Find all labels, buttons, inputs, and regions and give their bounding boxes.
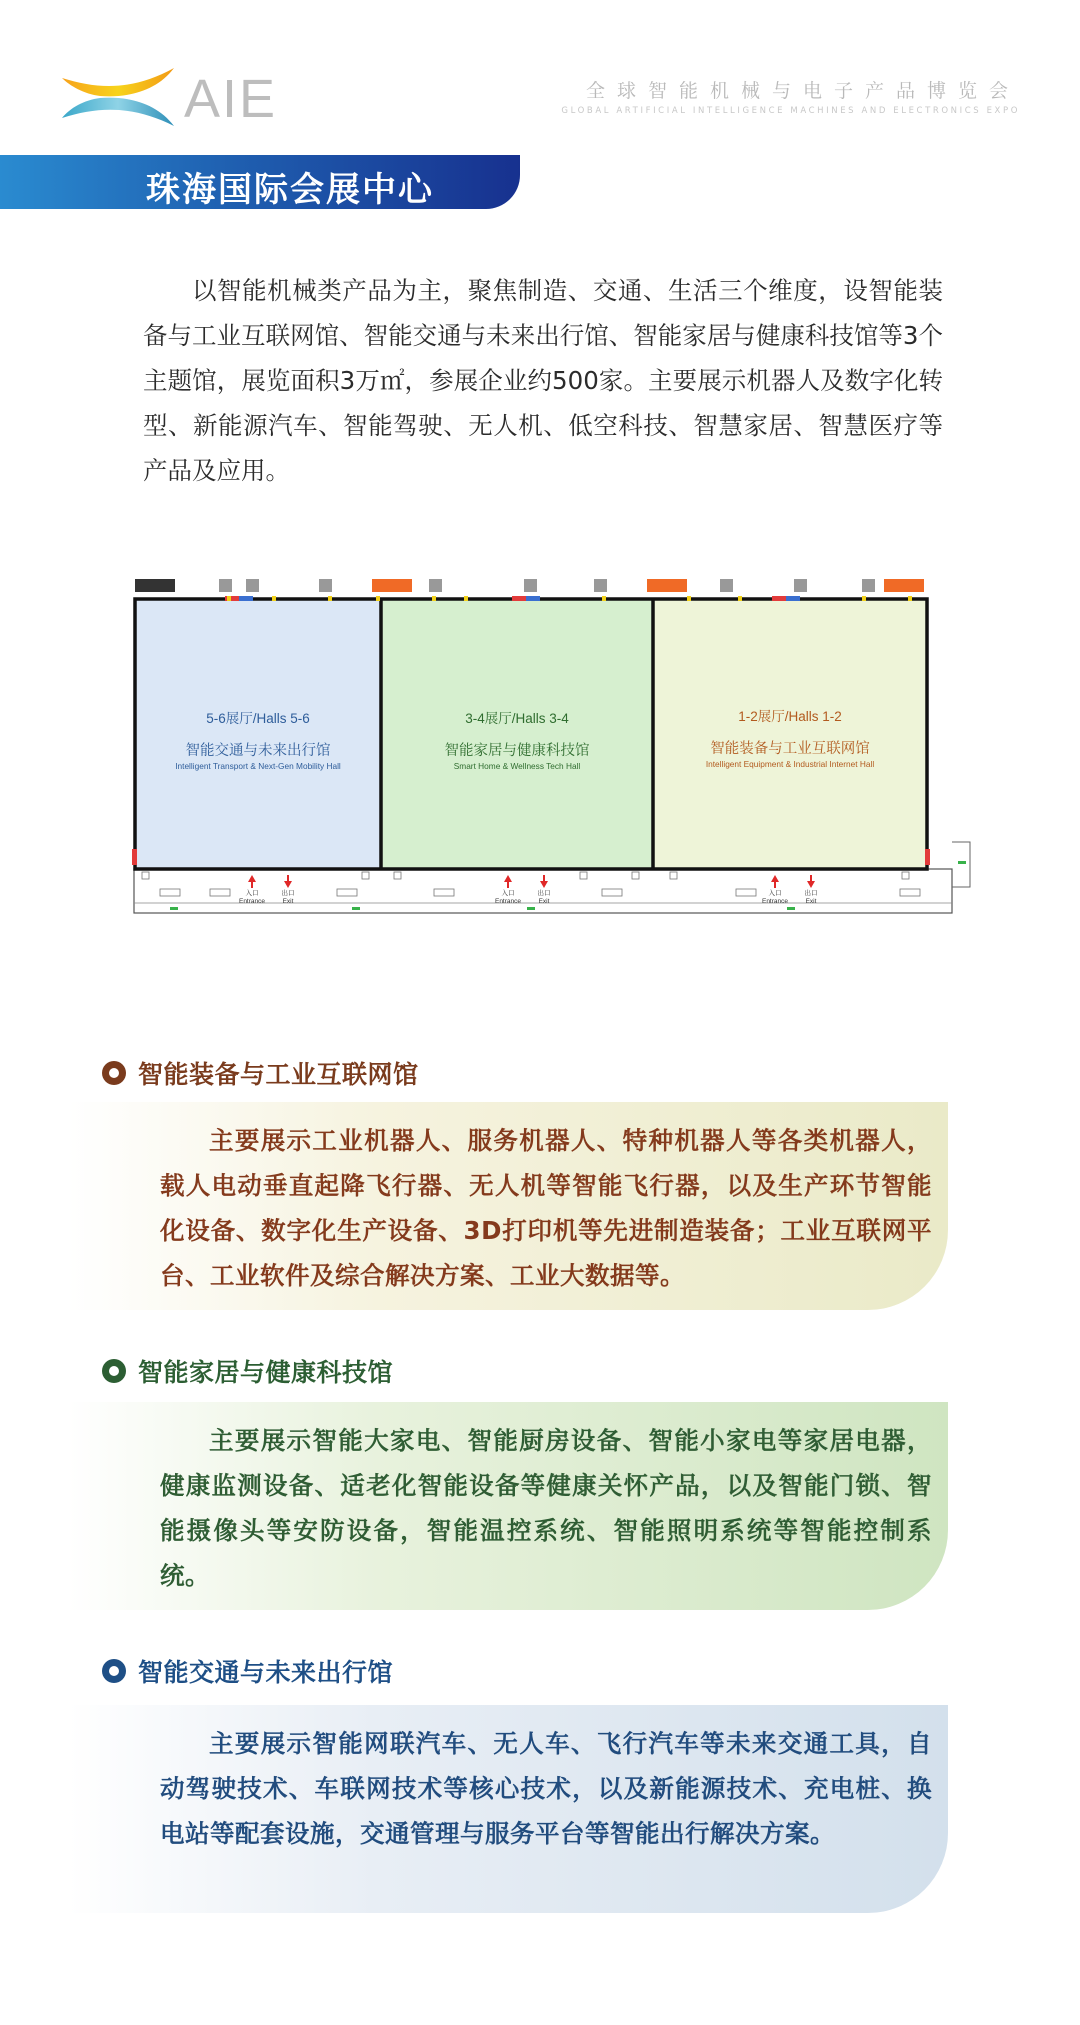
section-text: 主要展示智能大家电、智能厨房设备、智能小家电等家居电器，健康监测设备、适老化智能设备等健康关怀产品，以及智能门锁、智能摄像头等安防设备，智能温控系统、智能照明系统等智能控制系统。 <box>160 1426 932 1590</box>
hall-name-en: Intelligent Equipment & Industrial Internet Hall <box>705 759 875 769</box>
top-facility-icons <box>135 579 924 592</box>
section-text: 主要展示智能网联汽车、无人车、飞行汽车等未来交通工具，自动驾驶技术、车联网技术等核心技术，以及新能源技术、充电桩、换电站等配套设施，交通管理与服务平台等智能出行解决方案。 <box>160 1729 932 1848</box>
exit-arrow-icon <box>284 875 292 888</box>
entrance-exit-group-1 <box>239 875 295 905</box>
hall-number: 5-6展厅/Halls 5-6 <box>206 711 310 726</box>
bullet-icon <box>102 1659 126 1683</box>
exit-label-en: Exit <box>282 898 294 905</box>
section-title: 智能交通与未来出行馆 <box>138 1658 394 1687</box>
bullet-icon <box>102 1061 126 1085</box>
entrance-label-cn: 入口 <box>768 889 782 897</box>
entrance-arrow-icon <box>248 875 256 888</box>
hall-name-cn: 智能装备与工业互联网馆 <box>710 741 870 757</box>
exit-arrow-icon <box>807 875 815 888</box>
entrance-arrow-icon <box>771 875 779 888</box>
hall-number: 1-2展厅/Halls 1-2 <box>738 709 842 724</box>
entrance-label-en: Entrance <box>494 898 522 905</box>
logo-text: AIE <box>184 69 278 129</box>
exit-label-cn: 出口 <box>804 889 818 897</box>
bullet-icon <box>102 1359 126 1383</box>
hall-number: 3-4展厅/Halls 3-4 <box>465 711 569 726</box>
section-heading-transport <box>102 1654 393 1688</box>
aie-logo <box>60 62 300 130</box>
section-body-transport <box>68 1705 948 1913</box>
floor-plan <box>132 577 972 922</box>
entrance-exit-group-3 <box>762 875 818 905</box>
corridor-markers <box>142 872 920 896</box>
section-heading-smart-home <box>102 1354 393 1388</box>
exit-label-cn: 出口 <box>281 889 295 897</box>
entrance-label-cn: 入口 <box>245 889 259 897</box>
exit-arrow-icon <box>540 875 548 888</box>
section-body-smart-home <box>68 1402 948 1610</box>
exit-label-en: Exit <box>805 898 817 905</box>
hall-name-cn: 智能交通与未来出行馆 <box>185 743 331 759</box>
hall-name-en: Intelligent Transport & Next-Gen Mobility Hall <box>175 761 341 771</box>
venue-title-band <box>0 155 520 209</box>
entrance-arrow-icon <box>504 875 512 888</box>
section-body-equipment <box>68 1102 948 1310</box>
entrance-label-cn: 入口 <box>501 889 515 897</box>
hall-name-en: Smart Home & Wellness Tech Hall <box>453 761 581 771</box>
entrance-label-en: Entrance <box>761 898 789 905</box>
section-text: 主要展示工业机器人、服务机器人、特种机器人等各类机器人，载人电动垂直起降飞行器、无人机等智能飞行器，以及生产环节智能化设备、数字化生产设备、3D打印机等先进制造装备；工业互联网平台、工业软件及综合解决方案、工业大数据等。 <box>160 1126 932 1290</box>
exit-label-en: Exit <box>538 898 550 905</box>
exit-label-cn: 出口 <box>537 889 551 897</box>
section-title: 智能家居与健康科技馆 <box>138 1358 394 1387</box>
section-heading-equipment <box>102 1056 419 1090</box>
hall-5-6 <box>135 599 381 869</box>
hall-3-4 <box>381 599 653 869</box>
hall-name-cn: 智能家居与健康科技馆 <box>444 743 590 759</box>
entrance-label-en: Entrance <box>238 898 266 905</box>
entrance-exit-group-2 <box>495 875 551 905</box>
venue-title: 珠海国际会展中心 <box>146 170 434 210</box>
intro-text: 以智能机械类产品为主，聚焦制造、交通、生活三个维度，设智能装备与工业互联网馆、智能交通与未来出行馆、智能家居与健康科技馆等3个主题馆，展览面积3万㎡，参展企业约500家。主要展示机器人及数字化转型、新能源汽车、智能驾驶、无人机、低空科技、智慧家居、智慧医疗等产品及应用。 <box>143 276 943 485</box>
intro-paragraph <box>143 268 943 493</box>
expo-name-cn: 全球智能机械与电子产品博览会 <box>585 80 1020 102</box>
section-title: 智能装备与工业互联网馆 <box>138 1060 419 1089</box>
hall-1-2 <box>653 599 927 869</box>
expo-name-en: GLOBAL ARTIFICIAL INTELLIGENCE MACHINES AND ELECTRONICS EXPO <box>561 106 1020 116</box>
